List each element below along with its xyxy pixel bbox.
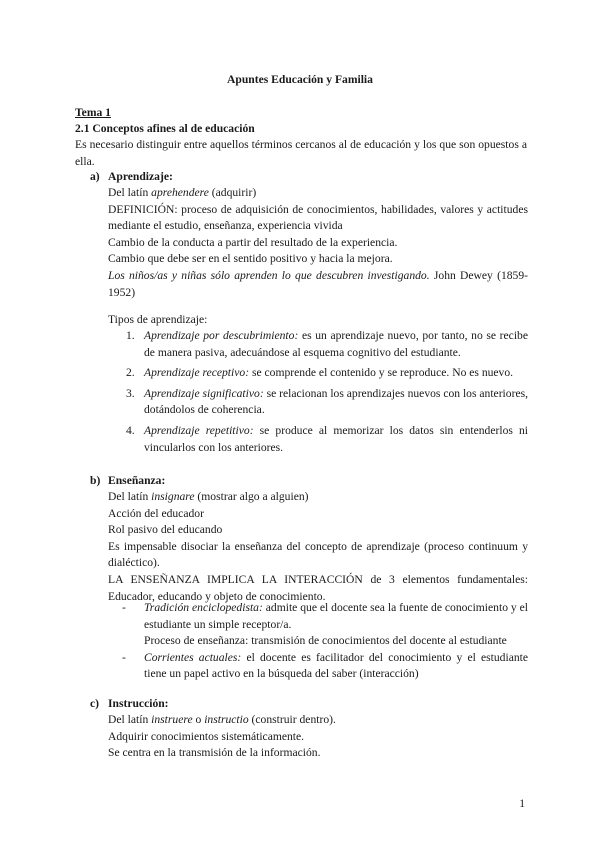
list-number: 3. [126,386,135,400]
list-term: Aprendizaje por descubrimiento: [144,329,299,342]
b-line3: Rol pasivo del educando [108,523,223,537]
a-quote: Los niños/as y niñas sólo aprenden lo que descubren investigando. [108,268,430,282]
c-latin-line [108,712,528,729]
subsection-b-heading [90,473,165,490]
b-line2: Acción del educador [108,506,204,520]
subsection-b-title: Enseñanza: [108,474,166,487]
tema-heading: Tema 1 [75,106,111,119]
b-line5: LA ENSEÑANZA IMPLICA LA INTERACCIÓN de 3 elementos fundamentales: Educador, educando y objeto de conocimiento. [108,572,528,603]
subsection-a-letter: a) [90,170,100,183]
subsection-c-body [108,712,528,762]
a-quote-line [108,268,528,301]
list-text: el docente es facilitador del conocimiento y el estudiante tiene un papel activo en la búsqueda del saber (interacción) [144,650,529,681]
list-number: 2. [126,366,135,380]
list-extra: Proceso de enseñanza: transmisión de conocimientos del docente al estudiante [144,634,507,648]
list-text: se relacionan los aprendizajes nuevos con los anteriores, dotándolos de coherencia. [144,386,528,417]
b-latin-word: insignare [151,490,195,503]
a-line4: Cambio que debe ser en el sentido positivo y hacia la mejora. [108,252,393,266]
c-line3: Se centra en la transmisión de la información. [108,746,321,760]
b-line4: Es impensable disociar la enseñanza del concepto de aprendizaje (proceso continuum y dialéctico). [108,539,528,570]
list-item [108,365,528,382]
a-latin-post: (adquirir) [208,186,257,199]
page-number: 1 [519,797,525,810]
a-line3: Cambio de la conducta a partir del resultado de la experiencia. [108,235,398,249]
a-tipos-label: Tipos de aprendizaje: [108,313,208,326]
a-tipos-list [108,328,528,456]
list-item [108,650,528,683]
list-number: 1. [126,329,135,342]
c-line2: Adquirir conocimientos sistemáticamente. [108,729,305,743]
a-latin-line [108,185,528,202]
subsection-c-title: Instrucción: [108,697,169,710]
subsection-c-heading [90,696,169,713]
list-text: admite que el docente sea la fuente de conocimiento y el estudiante un simple receptor/a. [144,601,528,631]
c-latin-word1: instruere [151,713,193,726]
a-quote-author: John Dewey (1859-1952) [108,268,529,299]
a-definicion: DEFINICIÓN: proceso de adquisición de conocimientos, habilidades, valores y actitudes mediante el estudio, enseñanza, experiencia vivida [108,202,528,233]
document-title: Apuntes Educación y Familia [227,73,373,86]
list-term: Tradición enciclopedista: [144,601,263,614]
list-item [108,328,528,361]
list-text: es un aprendizaje nuevo, por tanto, no se recibe de manera pasiva, adecuándose al esquema cognitivo del estudiante. [144,329,528,359]
list-item [108,386,528,419]
subsection-b-letter: b) [90,474,101,487]
subsection-a-heading [90,169,173,186]
subsection-a-body [108,185,528,301]
list-term: Aprendizaje repetitivo: [144,423,254,437]
subsection-a-title: Aprendizaje: [108,170,173,183]
list-text: se comprende el contenido y se reproduce. No es nuevo. [249,366,514,380]
b-items-list [108,600,528,683]
b-latin-pre: Del latín [108,490,152,503]
b-latin-line [108,489,528,506]
b-latin-post: (mostrar algo a alguien) [194,490,309,503]
list-dash: - [122,601,126,614]
c-latin-pre: Del latín [108,713,152,726]
list-text: se produce al memorizar los datos sin entenderlos ni vincularlos con los anteriores. [144,423,529,454]
list-term: Corrientes actuales: [144,650,242,664]
list-dash: - [122,650,126,664]
list-term: Aprendizaje significativo: [144,386,264,400]
subsection-b-body [108,489,528,605]
list-item [108,423,528,456]
a-latin-pre: Del latín [108,186,152,199]
list-item [108,600,528,650]
c-latin-mid: o [192,713,205,726]
intro-paragraph: Es necesario distinguir entre aquellos términos cercanos al de educación y los que son opuestos a ella. [75,138,527,168]
c-latin-post: (construir dentro). [248,713,336,726]
subsection-c-letter: c) [90,697,100,710]
section-heading: 2.1 Conceptos afines al de educación [75,122,255,135]
a-latin-word: aprehendere [151,186,209,199]
list-number: 4. [126,423,135,437]
c-latin-word2: instructio [204,713,249,726]
list-term: Aprendizaje receptivo: [144,366,250,380]
